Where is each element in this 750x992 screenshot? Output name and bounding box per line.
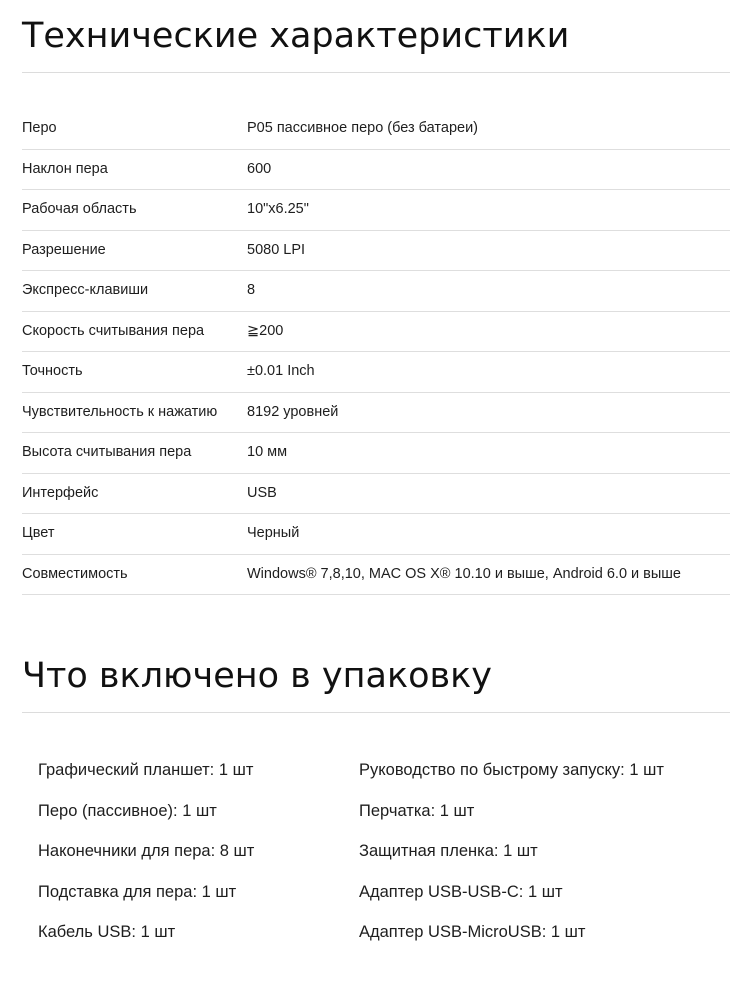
spec-value: ≧200 bbox=[247, 322, 284, 339]
spec-row-pen bbox=[22, 109, 730, 150]
spec-label: Точность bbox=[22, 363, 83, 379]
spec-row-pen-tilt bbox=[22, 150, 730, 191]
package-item: Наконечники для пера: 8 шт bbox=[38, 842, 255, 860]
spec-value: 600 bbox=[247, 160, 272, 177]
spec-label: Перо bbox=[22, 120, 57, 136]
spec-value: 8 bbox=[247, 282, 256, 298]
spec-value: USB bbox=[247, 484, 277, 501]
spec-label: Наклон пера bbox=[22, 160, 108, 177]
spec-value: ±0.01 Inch bbox=[247, 363, 315, 379]
specs-title: Технические характеристики bbox=[22, 16, 570, 56]
spec-value: 10 мм bbox=[247, 444, 288, 460]
spec-label: Разрешение bbox=[22, 241, 106, 258]
spec-label: Цвет bbox=[22, 525, 55, 541]
spec-value: 10"x6.25" bbox=[247, 201, 309, 217]
spec-label: Экспресс-клавиши bbox=[22, 282, 149, 298]
spec-label: Интерфейс bbox=[22, 484, 99, 501]
package-item: Подставка для пера: 1 шт bbox=[38, 882, 237, 901]
spec-row-active-area bbox=[22, 190, 730, 231]
spec-value: 5080 LPI bbox=[247, 241, 306, 258]
package-item: Защитная пленка: 1 шт bbox=[359, 842, 538, 860]
spec-label: Чувствительность к нажатию bbox=[22, 403, 218, 420]
specs-title-divider bbox=[22, 72, 730, 73]
specs-table bbox=[22, 109, 730, 595]
spec-label: Совместимость bbox=[22, 565, 128, 582]
spec-value: P05 пассивное перо (без батареи) bbox=[247, 120, 478, 136]
package-item: Адаптер USB-MicroUSB: 1 шт bbox=[359, 923, 586, 941]
package-column-left bbox=[38, 750, 254, 953]
package-item: Руководство по быстрому запуску: 1 шт bbox=[359, 761, 664, 779]
package-item: Кабель USB: 1 шт bbox=[38, 923, 176, 941]
package-item: Перчатка: 1 шт bbox=[359, 801, 475, 820]
spec-label: Высота считывания пера bbox=[22, 444, 192, 460]
spec-row-express-keys bbox=[22, 271, 730, 312]
spec-value: Черный bbox=[247, 525, 300, 541]
package-item: Перо (пассивное): 1 шт bbox=[38, 801, 217, 820]
spec-row-interface bbox=[22, 474, 730, 515]
package-title: Что включено в упаковку bbox=[22, 656, 492, 696]
spec-value: 8192 уровней bbox=[247, 403, 339, 420]
spec-row-color bbox=[22, 514, 730, 555]
spec-label: Скорость считывания пера bbox=[22, 322, 205, 339]
spec-row-accuracy bbox=[22, 352, 730, 393]
spec-row-reading-height bbox=[22, 433, 730, 474]
package-item: Графический планшет: 1 шт bbox=[38, 761, 254, 779]
spec-row-report-rate bbox=[22, 312, 730, 353]
package-title-divider bbox=[22, 712, 730, 713]
package-column-right bbox=[359, 750, 664, 953]
spec-row-resolution bbox=[22, 231, 730, 272]
spec-row-compatibility bbox=[22, 555, 730, 596]
spec-label: Рабочая область bbox=[22, 201, 137, 217]
package-item: Адаптер USB-USB-C: 1 шт bbox=[359, 882, 563, 901]
spec-row-pressure bbox=[22, 393, 730, 434]
spec-value: Windows® 7,8,10, MAC OS X® 10.10 и выше, Android 6.0 и выше bbox=[247, 565, 681, 582]
